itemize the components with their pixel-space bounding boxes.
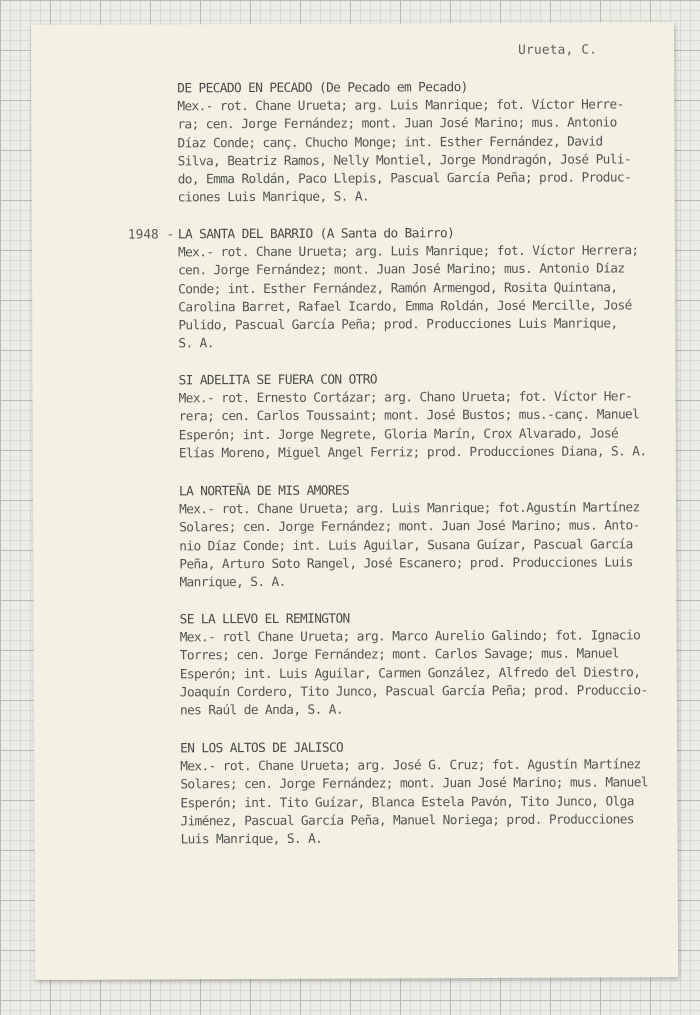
credits-line: rera; cen. Carlos Toussaint; mont. José Bustos; mus.-canç. Manuel	[178, 407, 640, 425]
film-entry	[179, 481, 669, 592]
film-year: 1948 -	[127, 227, 175, 243]
credits-line: Torres; cen. Jorge Fernández; mont. Carlos Savage; mus. Manuel	[179, 646, 620, 664]
credits-line: Mex.- rot. Ernesto Cortázar; arg. Chano Urueta; fot. Víctor Her-	[178, 389, 633, 407]
credits-line: Carolina Barret, Rafael Icardo, Emma Roldán, José Mercille, José	[178, 298, 632, 316]
credits-line: Solares; cen. Jorge Fernández; mont. Juan José Marino; mus. Manuel	[180, 775, 648, 793]
credits-line: Mex.- rot. Chane Urueta; arg. Luis Manrique; fot. Víctor Herrera;	[177, 243, 639, 261]
credits-line: Joaquín Cordero, Tito Junco, Pascual García Peña; prod. Produccio-	[179, 683, 648, 701]
credits-line: Mex.- rot. Chane Urueta; arg. José G. Cruz; fot. Agustín Martínez	[180, 757, 641, 775]
film-entry	[177, 78, 668, 208]
credits-line: Esperón; int. Luis Aguilar, Carmen González, Alfredo del Diestro,	[179, 664, 641, 682]
credits-line: Díaz Conde; canç. Chucho Monge; int. Esther Fernández, David	[177, 134, 603, 151]
film-title: SI ADELITA SE FUERA CON OTRO	[178, 372, 377, 389]
credits-line: Conde; int. Esther Fernández, Ramón Armengod, Rosita Quintana,	[178, 280, 618, 297]
credits-line: Solares; cen. Jorge Fernández; mont. Juan José Marino; mus. Anto-	[179, 518, 640, 536]
film-title: LA SANTA DEL BARRIO (A Santa do Bairro)	[177, 226, 455, 243]
credits-line: ciones Luis Manrique, S. A.	[177, 189, 370, 206]
credits-line: Pulido, Pascual García Peña; prod. Producciones Luis Manrique,	[178, 316, 618, 334]
credits-line: Esperón; int. Jorge Negrete, Gloria Marín, Crox Alvarado, José	[178, 426, 619, 443]
credits-line: do, Emma Roldán, Paco Llepis, Pascual García Peña; prod. Produc-	[177, 170, 632, 188]
film-entry	[180, 738, 670, 849]
credits-line: S. A.	[178, 336, 214, 352]
credits-line: Elías Moreno, Miguel Angel Ferriz; prod. Producciones Diana, S. A.	[178, 444, 647, 462]
film-entry	[178, 224, 669, 354]
credits-line: nio Díaz Conde; int. Luis Aguilar, Susana Guízar, Pascual García	[179, 536, 633, 554]
credits-line: Peña, Arturo Soto Rangel, José Escanero; prod. Producciones Luis	[179, 555, 633, 573]
credits-line: Manrique, S. A.	[179, 574, 286, 591]
credits-line: Silva, Beatriz Ramos, Nelly Montiel, Jorge Mondragón, José Puli-	[177, 152, 632, 170]
film-title: SE LA LLEVO EL REMINGTON	[179, 611, 350, 628]
credits-line: Mex.- rot. Chane Urueta; arg. Luis Manrique; fot.Agustín Martínez	[179, 500, 640, 518]
credits-line: Jiménez, Pascual García Peña, Manuel Noriega; prod. Producciones	[180, 812, 634, 830]
credits-line: Mex.- rot. Chane Urueta; arg. Luis Manrique; fot. Víctor Herre-	[177, 97, 624, 115]
film-entry	[180, 609, 670, 720]
credits-line: Esperón; int. Tito Guízar, Blanca Estela Pavón, Tito Junco, Olga	[180, 793, 634, 811]
film-entry	[179, 370, 669, 463]
typed-sheet	[31, 22, 678, 980]
credits-line: nes Raúl de Anda, S. A.	[179, 702, 343, 719]
page-header: Urueta, C.	[518, 42, 598, 58]
film-title: EN LOS ALTOS DE JALISCO	[180, 740, 344, 757]
credits-line: ra; cen. Jorge Fernández; mont. Juan José Marino; mus. Antonio	[177, 115, 617, 133]
credits-line: Mex.- rotl Chane Urueta; arg. Marco Aurelio Galindo; fot. Ignacio	[179, 628, 641, 646]
credits-line: Luis Manrique, S. A.	[180, 831, 323, 848]
credits-line: cen. Jorge Fernández; mont. Juan José Marino; mus. Antonio Díaz	[178, 261, 625, 279]
film-title: DE PECADO EN PECADO (De Pecado em Pecado)	[177, 80, 468, 97]
film-title: LA NORTEÑA DE MIS AMORES	[179, 483, 350, 500]
